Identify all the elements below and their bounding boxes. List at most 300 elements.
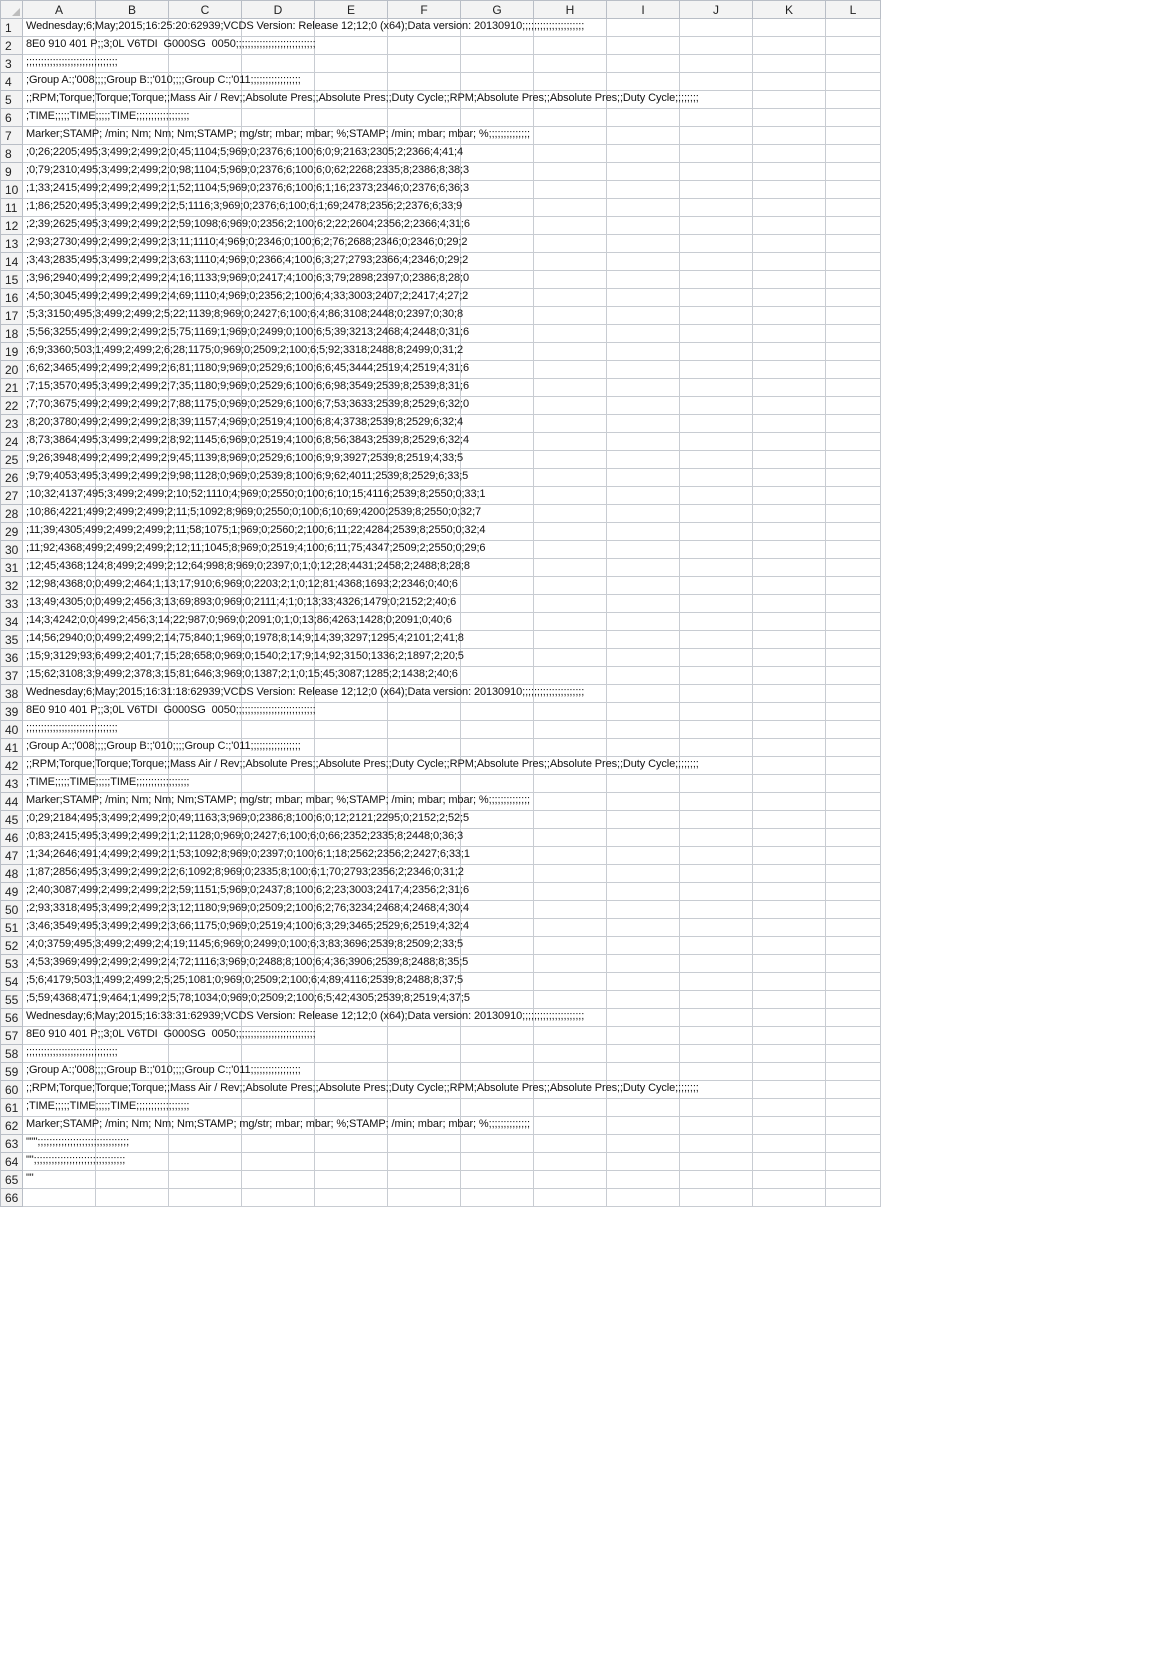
cell-g[interactable]: [461, 667, 534, 685]
cell-f[interactable]: [388, 739, 461, 757]
cell-j[interactable]: [680, 145, 753, 163]
cell-i[interactable]: [607, 253, 680, 271]
cell-k[interactable]: [753, 919, 826, 937]
cell-h[interactable]: [534, 505, 607, 523]
cell-a[interactable]: [23, 73, 301, 91]
cell-a[interactable]: [23, 1135, 130, 1153]
cell-j[interactable]: [680, 217, 753, 235]
cell-h[interactable]: [534, 379, 607, 397]
cell-a[interactable]: [23, 343, 463, 361]
cell-i[interactable]: [607, 901, 680, 919]
cell-k[interactable]: [753, 19, 826, 37]
cell-g[interactable]: [461, 721, 534, 739]
cell-l[interactable]: [826, 505, 881, 523]
cell-a[interactable]: [23, 847, 470, 865]
row-header[interactable]: 4: [1, 73, 23, 91]
cell-k[interactable]: [753, 901, 826, 919]
cell-e[interactable]: [315, 1099, 388, 1117]
cell-e[interactable]: [315, 703, 388, 721]
cell-a[interactable]: [23, 109, 190, 127]
cell-k[interactable]: [753, 1009, 826, 1027]
cell-l[interactable]: [826, 1099, 881, 1117]
cell-j[interactable]: [680, 595, 753, 613]
cell-j[interactable]: [680, 253, 753, 271]
cell-k[interactable]: [753, 649, 826, 667]
cell-f[interactable]: [388, 1189, 461, 1207]
cell-k[interactable]: [753, 793, 826, 811]
cell-e[interactable]: [315, 73, 388, 91]
cell-h[interactable]: [534, 739, 607, 757]
cell-a[interactable]: [23, 397, 470, 415]
cell-h[interactable]: [534, 811, 607, 829]
cell-d[interactable]: [242, 721, 315, 739]
cell-l[interactable]: [826, 451, 881, 469]
row-header[interactable]: 20: [1, 361, 23, 379]
cell-l[interactable]: [826, 667, 881, 685]
cell-h[interactable]: [534, 577, 607, 595]
cell-l[interactable]: [826, 991, 881, 1009]
row-header[interactable]: 51: [1, 919, 23, 937]
cell-k[interactable]: [753, 541, 826, 559]
cell-a[interactable]: [23, 505, 482, 523]
cell-g[interactable]: [461, 289, 534, 307]
cell-i[interactable]: [607, 1189, 680, 1207]
column-header-c[interactable]: C: [169, 1, 242, 19]
row-header[interactable]: 43: [1, 775, 23, 793]
cell-l[interactable]: [826, 523, 881, 541]
cell-i[interactable]: [607, 1009, 680, 1027]
cell-a[interactable]: [23, 757, 699, 775]
cell-a[interactable]: [23, 289, 469, 307]
row-header[interactable]: 66: [1, 1189, 23, 1207]
cell-a[interactable]: [23, 937, 463, 955]
cell-h[interactable]: [534, 613, 607, 631]
cell-j[interactable]: [680, 1117, 753, 1135]
row-header[interactable]: 7: [1, 127, 23, 145]
cell-j[interactable]: [680, 775, 753, 793]
cell-g[interactable]: [461, 307, 534, 325]
cell-j[interactable]: [680, 919, 753, 937]
cell-h[interactable]: [534, 793, 607, 811]
cell-j[interactable]: [680, 307, 753, 325]
cell-i[interactable]: [607, 1045, 680, 1063]
cell-e[interactable]: [315, 37, 388, 55]
cell-h[interactable]: [534, 37, 607, 55]
cell-i[interactable]: [607, 217, 680, 235]
column-header-i[interactable]: I: [607, 1, 680, 19]
row-header[interactable]: 13: [1, 235, 23, 253]
cell-g[interactable]: [461, 325, 534, 343]
cell-l[interactable]: [826, 541, 881, 559]
cell-l[interactable]: [826, 847, 881, 865]
cell-l[interactable]: [826, 487, 881, 505]
cell-h[interactable]: [534, 271, 607, 289]
cell-a[interactable]: [23, 559, 470, 577]
cell-g[interactable]: [461, 883, 534, 901]
cell-i[interactable]: [607, 451, 680, 469]
cell-j[interactable]: [680, 19, 753, 37]
cell-c[interactable]: [169, 55, 242, 73]
cell-k[interactable]: [753, 109, 826, 127]
cell-j[interactable]: [680, 199, 753, 217]
row-header[interactable]: 19: [1, 343, 23, 361]
column-header-e[interactable]: E: [315, 1, 388, 19]
cell-g[interactable]: [461, 631, 534, 649]
select-all-corner[interactable]: [1, 1, 23, 19]
cell-l[interactable]: [826, 1189, 881, 1207]
cell-h[interactable]: [534, 955, 607, 973]
row-header[interactable]: 47: [1, 847, 23, 865]
row-header[interactable]: 63: [1, 1135, 23, 1153]
cell-f[interactable]: [388, 55, 461, 73]
cell-h[interactable]: [534, 109, 607, 127]
cell-k[interactable]: [753, 505, 826, 523]
cell-l[interactable]: [826, 685, 881, 703]
row-header[interactable]: 40: [1, 721, 23, 739]
cell-d[interactable]: [242, 1099, 315, 1117]
row-header[interactable]: 22: [1, 397, 23, 415]
cell-j[interactable]: [680, 1153, 753, 1171]
cell-j[interactable]: [680, 955, 753, 973]
row-header[interactable]: 48: [1, 865, 23, 883]
cell-i[interactable]: [607, 145, 680, 163]
cell-h[interactable]: [534, 829, 607, 847]
cell-g[interactable]: [461, 955, 534, 973]
cell-k[interactable]: [753, 91, 826, 109]
cell-g[interactable]: [461, 217, 534, 235]
cell-i[interactable]: [607, 73, 680, 91]
cell-j[interactable]: [680, 1099, 753, 1117]
cell-a[interactable]: [23, 433, 470, 451]
cell-a[interactable]: [23, 1063, 301, 1081]
cell-g[interactable]: [461, 613, 534, 631]
cell-i[interactable]: [607, 865, 680, 883]
cell-g[interactable]: [461, 55, 534, 73]
cell-h[interactable]: [534, 73, 607, 91]
cell-i[interactable]: [607, 1153, 680, 1171]
cell-j[interactable]: [680, 1063, 753, 1081]
cell-j[interactable]: [680, 469, 753, 487]
cell-i[interactable]: [607, 433, 680, 451]
row-header[interactable]: 6: [1, 109, 23, 127]
cell-f[interactable]: [388, 1099, 461, 1117]
cell-k[interactable]: [753, 595, 826, 613]
column-header-g[interactable]: G: [461, 1, 534, 19]
cell-j[interactable]: [680, 973, 753, 991]
cell-j[interactable]: [680, 667, 753, 685]
cell-a[interactable]: [23, 1009, 585, 1027]
cell-k[interactable]: [753, 451, 826, 469]
row-header[interactable]: 65: [1, 1171, 23, 1189]
cell-g[interactable]: [461, 415, 534, 433]
cell-h[interactable]: [534, 865, 607, 883]
cell-i[interactable]: [607, 181, 680, 199]
cell-k[interactable]: [753, 343, 826, 361]
cell-a[interactable]: [23, 163, 470, 181]
cell-f[interactable]: [388, 109, 461, 127]
cell-l[interactable]: [826, 757, 881, 775]
row-header[interactable]: 12: [1, 217, 23, 235]
cell-h[interactable]: [534, 937, 607, 955]
row-header[interactable]: 45: [1, 811, 23, 829]
cell-i[interactable]: [607, 1099, 680, 1117]
row-header[interactable]: 44: [1, 793, 23, 811]
cell-a[interactable]: [23, 721, 118, 739]
cell-l[interactable]: [826, 415, 881, 433]
cell-h[interactable]: [534, 181, 607, 199]
cell-f[interactable]: [388, 1063, 461, 1081]
cell-l[interactable]: [826, 1135, 881, 1153]
cell-h[interactable]: [534, 235, 607, 253]
cell-j[interactable]: [680, 343, 753, 361]
cell-h[interactable]: [534, 415, 607, 433]
cell-l[interactable]: [826, 919, 881, 937]
cell-i[interactable]: [607, 199, 680, 217]
cell-a[interactable]: [23, 181, 470, 199]
cell-k[interactable]: [753, 631, 826, 649]
cell-i[interactable]: [607, 163, 680, 181]
cell-g[interactable]: [461, 37, 534, 55]
cell-b[interactable]: [96, 1189, 169, 1207]
row-header[interactable]: 59: [1, 1063, 23, 1081]
cell-k[interactable]: [753, 469, 826, 487]
cell-a[interactable]: [23, 739, 301, 757]
cell-k[interactable]: [753, 217, 826, 235]
cell-j[interactable]: [680, 1171, 753, 1189]
cell-k[interactable]: [753, 973, 826, 991]
column-header-l[interactable]: L: [826, 1, 881, 19]
cell-e[interactable]: [315, 1171, 388, 1189]
cell-h[interactable]: [534, 145, 607, 163]
cell-a[interactable]: [23, 1117, 531, 1135]
cell-l[interactable]: [826, 829, 881, 847]
cell-g[interactable]: [461, 991, 534, 1009]
cell-i[interactable]: [607, 919, 680, 937]
cell-a[interactable]: [23, 1099, 190, 1117]
cell-h[interactable]: [534, 289, 607, 307]
cell-i[interactable]: [607, 325, 680, 343]
cell-h[interactable]: [534, 1189, 607, 1207]
cell-k[interactable]: [753, 361, 826, 379]
cell-h[interactable]: [534, 469, 607, 487]
cell-i[interactable]: [607, 1117, 680, 1135]
row-header[interactable]: 25: [1, 451, 23, 469]
cell-h[interactable]: [534, 1135, 607, 1153]
row-header[interactable]: 18: [1, 325, 23, 343]
cell-l[interactable]: [826, 613, 881, 631]
cell-a[interactable]: [23, 775, 190, 793]
cell-i[interactable]: [607, 667, 680, 685]
cell-a[interactable]: [23, 667, 458, 685]
cell-j[interactable]: [680, 415, 753, 433]
cell-e[interactable]: [315, 1189, 388, 1207]
cell-h[interactable]: [534, 1027, 607, 1045]
cell-l[interactable]: [826, 433, 881, 451]
cell-h[interactable]: [534, 361, 607, 379]
row-header[interactable]: 41: [1, 739, 23, 757]
cell-a[interactable]: [23, 649, 464, 667]
cell-h[interactable]: [534, 721, 607, 739]
cell-j[interactable]: [680, 55, 753, 73]
cell-i[interactable]: [607, 541, 680, 559]
row-header[interactable]: 1: [1, 19, 23, 37]
cell-k[interactable]: [753, 1135, 826, 1153]
cell-j[interactable]: [680, 901, 753, 919]
cell-f[interactable]: [388, 721, 461, 739]
cell-l[interactable]: [826, 91, 881, 109]
cell-k[interactable]: [753, 685, 826, 703]
cell-g[interactable]: [461, 343, 534, 361]
cell-f[interactable]: [388, 1171, 461, 1189]
cell-e[interactable]: [315, 1153, 388, 1171]
cell-l[interactable]: [826, 1171, 881, 1189]
cell-l[interactable]: [826, 19, 881, 37]
cell-k[interactable]: [753, 559, 826, 577]
cell-e[interactable]: [315, 739, 388, 757]
row-header[interactable]: 64: [1, 1153, 23, 1171]
cell-l[interactable]: [826, 559, 881, 577]
column-header-f[interactable]: F: [388, 1, 461, 19]
cell-g[interactable]: [461, 937, 534, 955]
cell-j[interactable]: [680, 1135, 753, 1153]
cell-a[interactable]: [23, 487, 486, 505]
row-header[interactable]: 32: [1, 577, 23, 595]
cell-h[interactable]: [534, 1045, 607, 1063]
cell-j[interactable]: [680, 685, 753, 703]
cell-k[interactable]: [753, 397, 826, 415]
cell-h[interactable]: [534, 487, 607, 505]
cell-j[interactable]: [680, 505, 753, 523]
cell-g[interactable]: [461, 109, 534, 127]
cell-b[interactable]: [96, 1171, 169, 1189]
cell-l[interactable]: [826, 235, 881, 253]
cell-k[interactable]: [753, 1171, 826, 1189]
cell-l[interactable]: [826, 631, 881, 649]
cell-i[interactable]: [607, 37, 680, 55]
cell-f[interactable]: [388, 703, 461, 721]
cell-k[interactable]: [753, 703, 826, 721]
cell-g[interactable]: [461, 163, 534, 181]
cell-a[interactable]: [23, 415, 463, 433]
cell-i[interactable]: [607, 289, 680, 307]
row-header[interactable]: 56: [1, 1009, 23, 1027]
cell-g[interactable]: [461, 973, 534, 991]
cell-h[interactable]: [534, 541, 607, 559]
cell-j[interactable]: [680, 37, 753, 55]
cell-i[interactable]: [607, 883, 680, 901]
cell-i[interactable]: [607, 1027, 680, 1045]
cell-a[interactable]: [23, 523, 486, 541]
cell-l[interactable]: [826, 289, 881, 307]
cell-g[interactable]: [461, 595, 534, 613]
cell-g[interactable]: [461, 145, 534, 163]
cell-k[interactable]: [753, 1045, 826, 1063]
cell-h[interactable]: [534, 1099, 607, 1117]
cell-i[interactable]: [607, 631, 680, 649]
cell-g[interactable]: [461, 1189, 534, 1207]
cell-h[interactable]: [534, 253, 607, 271]
cell-h[interactable]: [534, 1063, 607, 1081]
cell-h[interactable]: [534, 1153, 607, 1171]
cell-a[interactable]: [23, 991, 470, 1009]
row-header[interactable]: 49: [1, 883, 23, 901]
cell-h[interactable]: [534, 991, 607, 1009]
cell-a[interactable]: [23, 865, 464, 883]
row-header[interactable]: 14: [1, 253, 23, 271]
cell-k[interactable]: [753, 613, 826, 631]
cell-d[interactable]: [242, 1135, 315, 1153]
cell-a[interactable]: [23, 883, 470, 901]
cell-g[interactable]: [461, 577, 534, 595]
cell-f[interactable]: [388, 1135, 461, 1153]
cell-i[interactable]: [607, 991, 680, 1009]
cell-d[interactable]: [242, 1189, 315, 1207]
cell-g[interactable]: [461, 433, 534, 451]
cell-g[interactable]: [461, 181, 534, 199]
cell-i[interactable]: [607, 397, 680, 415]
cell-j[interactable]: [680, 109, 753, 127]
cell-a[interactable]: [23, 685, 585, 703]
cell-i[interactable]: [607, 415, 680, 433]
cell-d[interactable]: [242, 1045, 315, 1063]
cell-k[interactable]: [753, 811, 826, 829]
cell-l[interactable]: [826, 595, 881, 613]
row-header[interactable]: 42: [1, 757, 23, 775]
cell-l[interactable]: [826, 379, 881, 397]
cell-k[interactable]: [753, 433, 826, 451]
cell-j[interactable]: [680, 811, 753, 829]
cell-h[interactable]: [534, 919, 607, 937]
cell-l[interactable]: [826, 73, 881, 91]
cell-i[interactable]: [607, 973, 680, 991]
cell-d[interactable]: [242, 1153, 315, 1171]
cell-a[interactable]: [23, 901, 470, 919]
cell-k[interactable]: [753, 667, 826, 685]
row-header[interactable]: 23: [1, 415, 23, 433]
row-header[interactable]: 27: [1, 487, 23, 505]
cell-a[interactable]: [23, 1027, 316, 1045]
cell-e[interactable]: [315, 55, 388, 73]
cell-j[interactable]: [680, 271, 753, 289]
cell-k[interactable]: [753, 1063, 826, 1081]
column-header-h[interactable]: H: [534, 1, 607, 19]
cell-j[interactable]: [680, 73, 753, 91]
cell-k[interactable]: [753, 937, 826, 955]
cell-l[interactable]: [826, 397, 881, 415]
cell-h[interactable]: [534, 649, 607, 667]
cell-h[interactable]: [534, 325, 607, 343]
cell-i[interactable]: [607, 613, 680, 631]
cell-l[interactable]: [826, 55, 881, 73]
cell-e[interactable]: [315, 1027, 388, 1045]
cell-g[interactable]: [461, 775, 534, 793]
cell-l[interactable]: [826, 163, 881, 181]
cell-c[interactable]: [169, 1045, 242, 1063]
cell-a[interactable]: [23, 631, 464, 649]
row-header[interactable]: 62: [1, 1117, 23, 1135]
cell-l[interactable]: [826, 577, 881, 595]
cell-k[interactable]: [753, 829, 826, 847]
cell-g[interactable]: [461, 1063, 534, 1081]
cell-e[interactable]: [315, 109, 388, 127]
cell-a[interactable]: [23, 829, 463, 847]
cell-a[interactable]: [23, 217, 470, 235]
cell-g[interactable]: [461, 649, 534, 667]
cell-j[interactable]: [680, 127, 753, 145]
cell-a[interactable]: [23, 541, 486, 559]
row-header[interactable]: 34: [1, 613, 23, 631]
cell-g[interactable]: [461, 1171, 534, 1189]
